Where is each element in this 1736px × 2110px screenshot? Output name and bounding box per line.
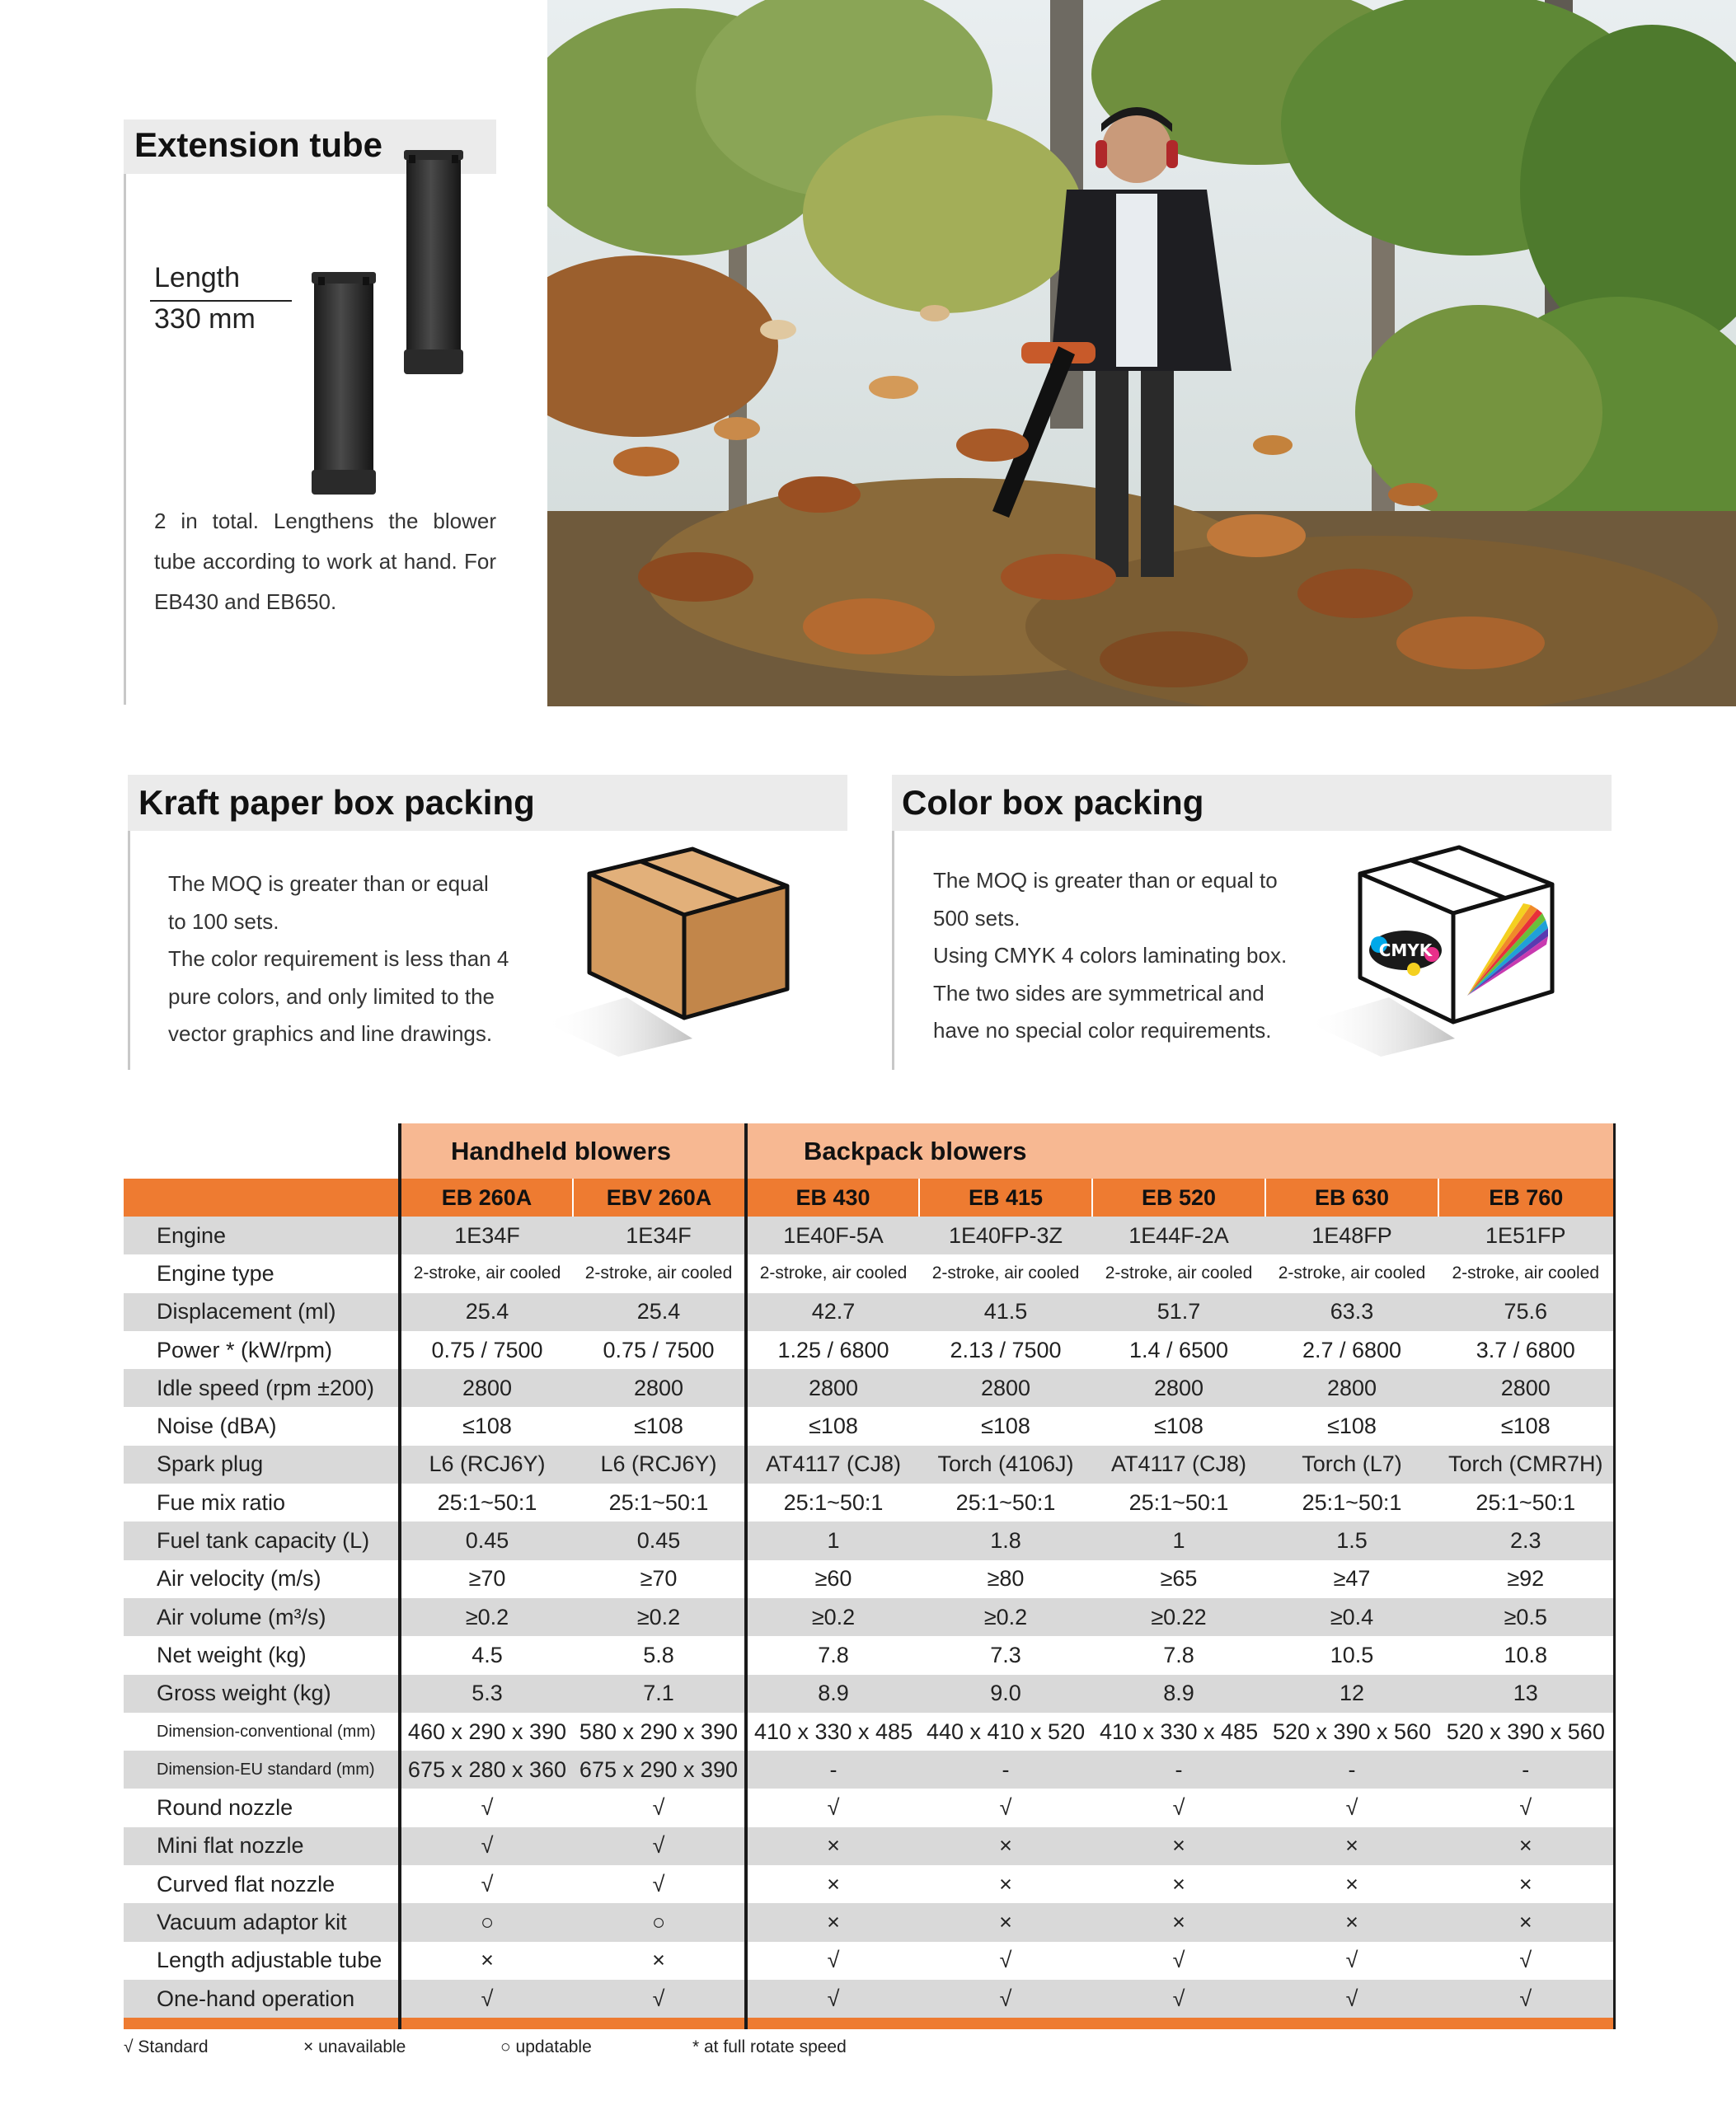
spec-row	[124, 1217, 1614, 1254]
length-label: Length	[154, 262, 240, 293]
spec-cell: √	[746, 1789, 919, 1826]
model-corner-cell	[124, 1179, 400, 1217]
spec-cell: ×	[746, 1827, 919, 1865]
corner-cell	[124, 1123, 400, 1179]
spec-row	[124, 1407, 1614, 1445]
spec-cell: 41.5	[919, 1293, 1092, 1331]
spec-row	[124, 1903, 1614, 1941]
spec-row-label: Air velocity (m/s)	[124, 1560, 400, 1598]
spec-cell: 2-stroke, air cooled	[746, 1254, 919, 1292]
spec-cell: L6 (RCJ6Y)	[573, 1446, 746, 1484]
spec-cell: ≥0.2	[919, 1598, 1092, 1636]
spec-cell: ×	[1438, 1827, 1614, 1865]
spec-cell: ≥60	[746, 1560, 919, 1598]
spec-cell: √	[400, 1827, 573, 1865]
legend-standard: √ Standard	[124, 2037, 209, 2056]
spec-cell: ×	[1265, 1865, 1438, 1903]
spec-cell: √	[1438, 1789, 1614, 1826]
spec-row-label: Length adjustable tube	[124, 1942, 400, 1980]
extension-tube-image-front	[312, 272, 376, 499]
spec-row	[124, 1636, 1614, 1674]
spec-cell: ≤108	[400, 1407, 573, 1445]
spec-cell: ×	[746, 1903, 919, 1941]
table-bottom-cell	[919, 2018, 1092, 2029]
spec-cell: ○	[400, 1903, 573, 1941]
spec-cell: 2800	[1438, 1369, 1614, 1407]
spec-row	[124, 1484, 1614, 1522]
spec-cell: 675 x 280 x 360	[400, 1751, 573, 1789]
kraft-desc-line: pure colors, and only limited to the	[168, 983, 495, 1009]
spec-cell: √	[1092, 1789, 1265, 1826]
spec-row-label: Idle speed (rpm ±200)	[124, 1369, 400, 1407]
spec-cell: AT4117 (CJ8)	[1092, 1446, 1265, 1484]
spec-cell: 25:1~50:1	[1092, 1484, 1265, 1522]
spec-cell: 2.7 / 6800	[1265, 1331, 1438, 1369]
spec-cell: ×	[1438, 1865, 1614, 1903]
spec-row	[124, 1254, 1614, 1292]
extension-tube-image-back	[404, 150, 463, 377]
spec-cell: √	[573, 1827, 746, 1865]
length-value: 330 mm	[154, 303, 256, 335]
spec-cell: ≥0.5	[1438, 1598, 1614, 1636]
color-desc-line: The two sides are symmetrical and	[933, 980, 1264, 1006]
spec-cell: 25:1~50:1	[919, 1484, 1092, 1522]
spec-cell: L6 (RCJ6Y)	[400, 1446, 573, 1484]
kraft-box-icon	[528, 832, 800, 1059]
spec-cell: 1E48FP	[1265, 1217, 1438, 1254]
spec-cell: 2800	[573, 1369, 746, 1407]
spec-row	[124, 1446, 1614, 1484]
spec-cell: ≥0.4	[1265, 1598, 1438, 1636]
kraft-desc-line: vector graphics and line drawings.	[168, 1021, 493, 1046]
spec-row-label: Displacement (ml)	[124, 1293, 400, 1331]
spec-cell: 1	[746, 1522, 919, 1559]
spec-cell: ≤108	[919, 1407, 1092, 1445]
spec-cell: Torch (CMR7H)	[1438, 1446, 1614, 1484]
spec-cell: ≥0.22	[1092, 1598, 1265, 1636]
spec-row-label: Net weight (kg)	[124, 1636, 400, 1674]
spec-cell: ×	[573, 1942, 746, 1980]
group-header-row	[124, 1123, 1614, 1179]
spec-cell: 1.4 / 6500	[1092, 1331, 1265, 1369]
legend-unavailable: × unavailable	[303, 2037, 406, 2056]
spec-cell: Torch (L7)	[1265, 1446, 1438, 1484]
color-packing-description	[933, 862, 1288, 1050]
spec-row	[124, 1942, 1614, 1980]
spec-cell: 2-stroke, air cooled	[573, 1254, 746, 1292]
table-bottom-cell	[124, 2018, 400, 2029]
spec-cell: ≥92	[1438, 1560, 1614, 1598]
table-bottom-cell	[1092, 2018, 1265, 2029]
spec-cell: -	[1265, 1751, 1438, 1789]
spec-cell: 25:1~50:1	[1438, 1484, 1614, 1522]
spec-cell: 2.13 / 7500	[919, 1331, 1092, 1369]
spec-row-label: Spark plug	[124, 1446, 400, 1484]
spec-cell: 1E40F-5A	[746, 1217, 919, 1254]
spec-cell: 2800	[1265, 1369, 1438, 1407]
spec-cell: 440 x 410 x 520	[919, 1713, 1092, 1751]
spec-cell: ≥70	[400, 1560, 573, 1598]
spec-cell: 1.25 / 6800	[746, 1331, 919, 1369]
spec-cell: ×	[919, 1865, 1092, 1903]
spec-cell: 10.8	[1438, 1636, 1614, 1674]
spec-row	[124, 1789, 1614, 1826]
spec-cell: ≤108	[1265, 1407, 1438, 1445]
spec-cell: √	[1438, 1942, 1614, 1980]
spec-cell: ≤108	[746, 1407, 919, 1445]
spec-cell: 3.7 / 6800	[1438, 1331, 1614, 1369]
length-divider	[150, 300, 292, 302]
group-handheld: Handheld blowers	[400, 1123, 746, 1179]
spec-cell: ×	[1092, 1827, 1265, 1865]
leaf-blower-photo	[547, 0, 1736, 706]
legend-updatable: ○ updatable	[500, 2037, 592, 2056]
spec-cell: 2.3	[1438, 1522, 1614, 1559]
spec-cell: ≥0.2	[746, 1598, 919, 1636]
spec-cell: ×	[746, 1865, 919, 1903]
spec-cell: 7.8	[1092, 1636, 1265, 1674]
spec-cell: ×	[1092, 1903, 1265, 1941]
spec-cell: 42.7	[746, 1293, 919, 1331]
spec-cell: 0.75 / 7500	[400, 1331, 573, 1369]
spec-cell: 51.7	[1092, 1293, 1265, 1331]
color-desc-line: The MOQ is greater than or equal to	[933, 868, 1278, 893]
spec-cell: 2800	[1092, 1369, 1265, 1407]
spec-cell: -	[1092, 1751, 1265, 1789]
spec-row	[124, 1751, 1614, 1789]
spec-row	[124, 1331, 1614, 1369]
spec-row-label: Dimension-conventional (mm)	[124, 1713, 400, 1751]
spec-cell: 2800	[400, 1369, 573, 1407]
spec-cell: √	[919, 1942, 1092, 1980]
spec-cell: 1E44F-2A	[1092, 1217, 1265, 1254]
spec-cell: √	[400, 1789, 573, 1826]
spec-cell: 2800	[919, 1369, 1092, 1407]
spec-cell: 410 x 330 x 485	[746, 1713, 919, 1751]
spec-cell: √	[1265, 1980, 1438, 2018]
spec-row-label: Power * (kW/rpm)	[124, 1331, 400, 1369]
spec-cell: 9.0	[919, 1675, 1092, 1713]
table-bottom-cell	[1438, 2018, 1614, 2029]
spec-row	[124, 1865, 1614, 1903]
spec-row-label: Air volume (m³/s)	[124, 1598, 400, 1636]
spec-cell: 580 x 290 x 390	[573, 1713, 746, 1751]
spec-cell: 1E34F	[400, 1217, 573, 1254]
spec-cell: 0.45	[573, 1522, 746, 1559]
group-backpack: Backpack blowers	[746, 1123, 1614, 1179]
spec-row-label: Engine type	[124, 1254, 400, 1292]
spec-cell: AT4117 (CJ8)	[746, 1446, 919, 1484]
spec-row-label: Fue mix ratio	[124, 1484, 400, 1522]
spec-cell: √	[573, 1789, 746, 1826]
spec-row-label: Curved flat nozzle	[124, 1865, 400, 1903]
spec-row	[124, 1980, 1614, 2018]
spec-cell: √	[746, 1942, 919, 1980]
kraft-desc-line: to 100 sets.	[168, 908, 279, 934]
spec-row	[124, 1827, 1614, 1865]
spec-cell: 675 x 290 x 390	[573, 1751, 746, 1789]
spec-cell: ×	[1092, 1865, 1265, 1903]
color-packing-title: Color box packing	[902, 783, 1204, 822]
spec-cell: 63.3	[1265, 1293, 1438, 1331]
spec-cell: 2-stroke, air cooled	[1438, 1254, 1614, 1292]
spec-cell: √	[1438, 1980, 1614, 2018]
spec-row-label: Vacuum adaptor kit	[124, 1903, 400, 1941]
spec-cell: ×	[400, 1942, 573, 1980]
spec-cell: ×	[1265, 1827, 1438, 1865]
spec-cell: 25.4	[573, 1293, 746, 1331]
spec-cell: 12	[1265, 1675, 1438, 1713]
spec-cell: 2-stroke, air cooled	[400, 1254, 573, 1292]
spec-row-label: Dimension-EU standard (mm)	[124, 1751, 400, 1789]
model-header: EB 520	[1092, 1179, 1265, 1217]
color-desc-line: 500 sets.	[933, 905, 1020, 931]
legend-note: * at full rotate speed	[692, 2037, 847, 2056]
spec-cell: √	[400, 1980, 573, 2018]
model-header: EB 430	[746, 1179, 919, 1217]
spec-cell: 7.3	[919, 1636, 1092, 1674]
spec-cell: 1E34F	[573, 1217, 746, 1254]
kraft-desc-line: The MOQ is greater than or equal	[168, 871, 489, 896]
spec-cell: 7.1	[573, 1675, 746, 1713]
spec-cell: √	[573, 1865, 746, 1903]
spec-table	[124, 1123, 1616, 2029]
spec-cell: Torch (4106J)	[919, 1446, 1092, 1484]
spec-cell: 520 x 390 x 560	[1265, 1713, 1438, 1751]
spec-cell: ≥80	[919, 1560, 1092, 1598]
spec-row	[124, 1713, 1614, 1751]
spec-cell: √	[573, 1980, 746, 2018]
spec-cell: ≥70	[573, 1560, 746, 1598]
spec-cell: √	[1092, 1942, 1265, 1980]
spec-cell: 1	[1092, 1522, 1265, 1559]
extension-tube-description: 2 in total. Lengthens the blower tube according to work at hand. For EB430 and EB650.	[154, 509, 496, 614]
spec-cell: √	[746, 1980, 919, 2018]
spec-cell: 2800	[746, 1369, 919, 1407]
spec-cell: 25:1~50:1	[400, 1484, 573, 1522]
table-bottom-cell	[400, 2018, 573, 2029]
spec-cell: 8.9	[1092, 1675, 1265, 1713]
model-header-row	[124, 1179, 1614, 1217]
cmyk-logo-text: CMYK	[1378, 940, 1433, 960]
kraft-packing-title: Kraft paper box packing	[138, 783, 535, 822]
spec-row-label: Noise (dBA)	[124, 1407, 400, 1445]
spec-cell: ×	[919, 1903, 1092, 1941]
spec-row-label: Engine	[124, 1217, 400, 1254]
spec-row	[124, 1293, 1614, 1331]
spec-row	[124, 1522, 1614, 1559]
color-desc-line: have no special color requirements.	[933, 1018, 1272, 1043]
spec-cell: ×	[1438, 1903, 1614, 1941]
spec-cell: 8.9	[746, 1675, 919, 1713]
spec-row	[124, 1560, 1614, 1598]
spec-cell: 13	[1438, 1675, 1614, 1713]
table-bottom-bar	[124, 2018, 1614, 2029]
spec-row	[124, 1369, 1614, 1407]
spec-cell: -	[919, 1751, 1092, 1789]
spec-cell: ≤108	[1438, 1407, 1614, 1445]
spec-cell: 1.8	[919, 1522, 1092, 1559]
spec-row-label: Fuel tank capacity (L)	[124, 1522, 400, 1559]
spec-cell: 25:1~50:1	[1265, 1484, 1438, 1522]
spec-cell: 10.5	[1265, 1636, 1438, 1674]
spec-cell: 25:1~50:1	[746, 1484, 919, 1522]
spec-cell: 75.6	[1438, 1293, 1614, 1331]
spec-row-label: Mini flat nozzle	[124, 1827, 400, 1865]
model-header: EB 630	[1265, 1179, 1438, 1217]
spec-cell: ○	[573, 1903, 746, 1941]
model-header: EB 415	[919, 1179, 1092, 1217]
spec-cell: 2-stroke, air cooled	[919, 1254, 1092, 1292]
table-bottom-cell	[746, 2018, 919, 2029]
spec-cell: √	[400, 1865, 573, 1903]
spec-cell: 1E40FP-3Z	[919, 1217, 1092, 1254]
spec-cell: 5.3	[400, 1675, 573, 1713]
color-desc-line: Using CMYK 4 colors laminating box.	[933, 943, 1288, 968]
table-bottom-cell	[1265, 2018, 1438, 2029]
spec-cell: 5.8	[573, 1636, 746, 1674]
spec-cell: √	[1265, 1942, 1438, 1980]
spec-cell: √	[1092, 1980, 1265, 2018]
model-header: EB 760	[1438, 1179, 1614, 1217]
model-header: EBV 260A	[573, 1179, 746, 1217]
spec-cell: ≤108	[573, 1407, 746, 1445]
spec-cell: 520 x 390 x 560	[1438, 1713, 1614, 1751]
spec-cell: ≥65	[1092, 1560, 1265, 1598]
spec-cell: 25:1~50:1	[573, 1484, 746, 1522]
spec-cell: 2-stroke, air cooled	[1265, 1254, 1438, 1292]
spec-cell: ≥0.2	[400, 1598, 573, 1636]
table-bottom-cell	[573, 2018, 746, 2029]
spec-row-label: Gross weight (kg)	[124, 1675, 400, 1713]
spec-cell: -	[1438, 1751, 1614, 1789]
spec-cell: 460 x 290 x 390	[400, 1713, 573, 1751]
spec-cell: ≥0.2	[573, 1598, 746, 1636]
spec-row	[124, 1598, 1614, 1636]
spec-row-label: Round nozzle	[124, 1789, 400, 1826]
spec-cell: ≥47	[1265, 1560, 1438, 1598]
spec-cell: 1.5	[1265, 1522, 1438, 1559]
model-header: EB 260A	[400, 1179, 573, 1217]
kraft-packing-description	[168, 865, 514, 1053]
spec-cell: √	[919, 1789, 1092, 1826]
spec-cell: 7.8	[746, 1636, 919, 1674]
spec-cell: √	[1265, 1789, 1438, 1826]
spec-cell: -	[746, 1751, 919, 1789]
spec-cell: 0.45	[400, 1522, 573, 1559]
spec-cell: √	[919, 1980, 1092, 2018]
kraft-desc-line: The color requirement is less than 4	[168, 946, 509, 971]
spec-cell: 1E51FP	[1438, 1217, 1614, 1254]
spec-cell: 410 x 330 x 485	[1092, 1713, 1265, 1751]
extension-tube-title: Extension tube	[134, 125, 383, 164]
spec-cell: 2-stroke, air cooled	[1092, 1254, 1265, 1292]
spec-cell: ×	[919, 1827, 1092, 1865]
spec-cell: 25.4	[400, 1293, 573, 1331]
spec-row	[124, 1675, 1614, 1713]
spec-cell: 4.5	[400, 1636, 573, 1674]
spec-row-label: One-hand operation	[124, 1980, 400, 2018]
spec-cell: ≤108	[1092, 1407, 1265, 1445]
spec-cell: 0.75 / 7500	[573, 1331, 746, 1369]
spec-cell: ×	[1265, 1903, 1438, 1941]
color-box-icon	[1290, 831, 1562, 1057]
